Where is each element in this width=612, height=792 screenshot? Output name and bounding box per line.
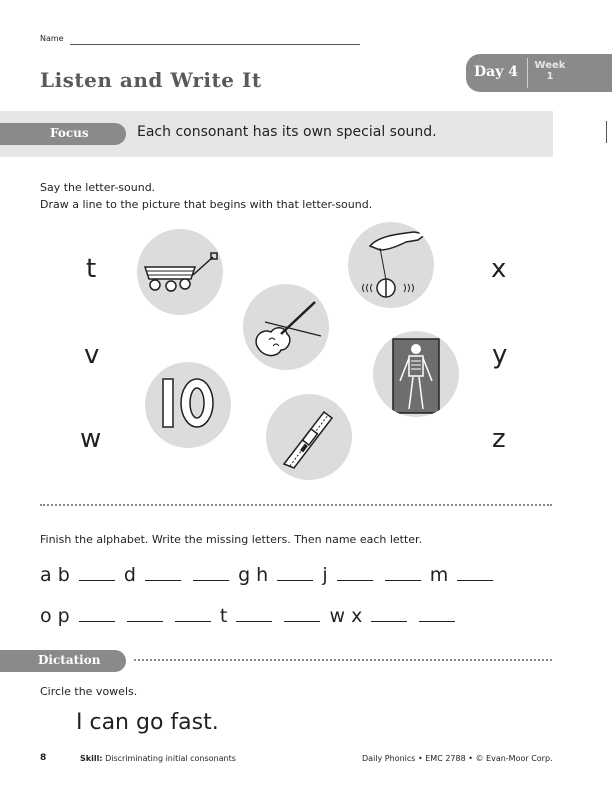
name-label: Name [40, 34, 64, 43]
letter-v[interactable]: v [84, 340, 100, 370]
alpha-blank[interactable] [79, 607, 115, 622]
instruction-alphabet: Finish the alphabet. Write the missing letters. Then name each letter. [40, 533, 423, 546]
alpha-blank[interactable] [277, 566, 313, 581]
focus-text: Each consonant has its own special sound. [137, 124, 437, 140]
focus-label: Focus [50, 126, 89, 140]
dictation-label: Dictation [38, 653, 101, 667]
violin-picture[interactable] [243, 284, 329, 370]
week-badge [532, 60, 568, 82]
alpha-blank[interactable] [145, 566, 181, 581]
alpha-blank[interactable] [419, 607, 455, 622]
page-title: Listen and Write It [40, 68, 262, 92]
page-number: 8 [40, 753, 47, 763]
alpha-letter: g [238, 564, 251, 586]
alpha-letter: x [351, 605, 363, 627]
alpha-letter: o [40, 605, 52, 627]
wagon-picture[interactable] [137, 229, 223, 315]
alphabet-row-2 [40, 605, 458, 627]
instruction-draw-line: Draw a line to the picture that begins with that letter-sound. [40, 198, 373, 211]
skill-label: Skill: [80, 754, 103, 763]
day-divider [527, 58, 528, 88]
section-divider [40, 504, 552, 506]
alpha-blank[interactable] [236, 607, 272, 622]
week-label: Week [534, 60, 566, 71]
zipper-picture[interactable] [266, 394, 352, 480]
alpha-letter: p [57, 605, 70, 627]
ten-icon [145, 362, 231, 448]
zipper-icon [266, 394, 352, 480]
alpha-blank[interactable] [79, 566, 115, 581]
footer-credit: Daily Phonics • EMC 2788 • © Evan-Moor Corp. [362, 754, 553, 763]
alpha-blank[interactable] [385, 566, 421, 581]
week-number: 1 [546, 71, 554, 82]
alpha-blank[interactable] [284, 607, 320, 622]
letter-x[interactable]: x [491, 254, 507, 284]
letter-y[interactable]: y [492, 340, 508, 370]
instruction-say: Say the letter-sound. [40, 181, 156, 194]
alphabet-row-1 [40, 564, 496, 586]
alpha-blank[interactable] [127, 607, 163, 622]
x-ray-picture[interactable] [373, 331, 459, 417]
letter-z[interactable]: z [492, 424, 506, 454]
alpha-letter: a [40, 564, 52, 586]
day-label: Day 4 [474, 64, 518, 80]
alpha-blank[interactable] [193, 566, 229, 581]
dictation-divider [134, 659, 552, 661]
instruction-circle-vowels: Circle the vowels. [40, 685, 138, 698]
skill-line [80, 754, 236, 763]
alpha-letter: d [123, 564, 136, 586]
alpha-blank[interactable] [337, 566, 373, 581]
skill-text: Discriminating initial consonants [105, 754, 236, 763]
violin-icon [243, 284, 329, 370]
alpha-letter: w [329, 605, 346, 627]
alpha-letter: h [256, 564, 269, 586]
alpha-blank[interactable] [457, 566, 493, 581]
wagon-icon [137, 229, 223, 315]
alpha-letter: t [219, 605, 228, 627]
alpha-blank[interactable] [175, 607, 211, 622]
ten-picture[interactable] [145, 362, 231, 448]
alpha-letter: j [322, 564, 328, 586]
x-ray-icon [373, 331, 459, 417]
yo-yo-picture[interactable] [348, 222, 434, 308]
letter-w[interactable]: w [80, 424, 102, 454]
alpha-letter: m [429, 564, 449, 586]
alpha-letter: b [57, 564, 70, 586]
dictation-sentence[interactable]: I can go fast. [76, 710, 219, 735]
edge-mark [606, 121, 607, 143]
name-line[interactable] [70, 44, 360, 45]
alpha-blank[interactable] [371, 607, 407, 622]
yo-yo-icon [348, 222, 434, 308]
letter-t[interactable]: t [86, 254, 97, 284]
